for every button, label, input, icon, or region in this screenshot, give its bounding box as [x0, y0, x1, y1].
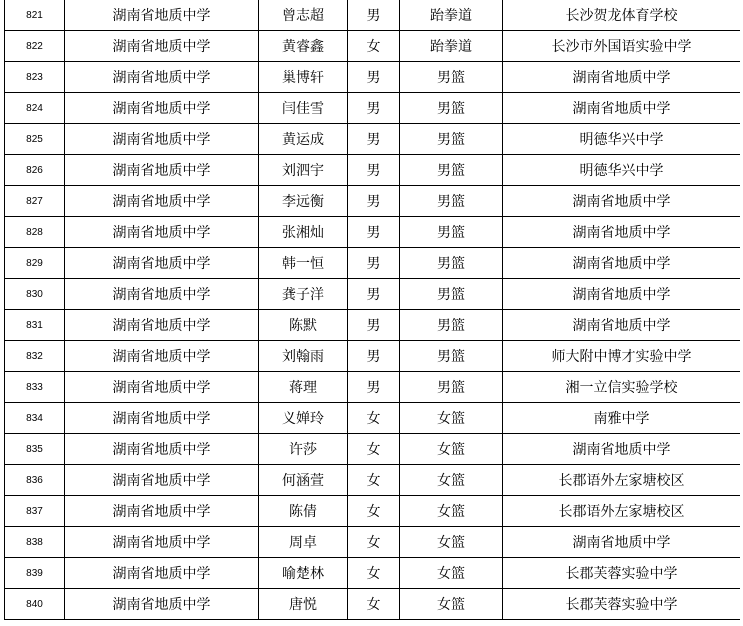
table-row: [5, 93, 741, 124]
cell-school[interactable]: 湖南省地质中学: [65, 558, 259, 589]
cell-school[interactable]: 湖南省地质中学: [65, 403, 259, 434]
cell-sport[interactable]: 女篮: [400, 465, 503, 496]
cell-sport[interactable]: 男篮: [400, 217, 503, 248]
cell-gender[interactable]: 男: [348, 62, 400, 93]
cell-sport[interactable]: 男篮: [400, 155, 503, 186]
cell-sport[interactable]: 男篮: [400, 62, 503, 93]
cell-number[interactable]: 840: [5, 589, 65, 620]
cell-student-name[interactable]: 周卓: [259, 527, 348, 558]
cell-school[interactable]: 湖南省地质中学: [65, 527, 259, 558]
cell-destination-school[interactable]: 长郡芙蓉实验中学: [503, 589, 741, 620]
cell-gender[interactable]: 女: [348, 31, 400, 62]
cell-destination-school[interactable]: 湖南省地质中学: [503, 527, 741, 558]
cell-sport[interactable]: 男篮: [400, 186, 503, 217]
cell-gender[interactable]: 男: [348, 248, 400, 279]
cell-destination-school[interactable]: 湖南省地质中学: [503, 248, 741, 279]
cell-number[interactable]: 835: [5, 434, 65, 465]
cell-school[interactable]: 湖南省地质中学: [65, 372, 259, 403]
table-row: [5, 465, 741, 496]
cell-sport[interactable]: 女篮: [400, 589, 503, 620]
cell-gender[interactable]: 女: [348, 465, 400, 496]
cell-student-name[interactable]: 闫佳雪: [259, 93, 348, 124]
cell-gender[interactable]: 女: [348, 527, 400, 558]
cell-number[interactable]: 834: [5, 403, 65, 434]
cell-gender[interactable]: 女: [348, 496, 400, 527]
table-row: [5, 155, 741, 186]
cell-school[interactable]: 湖南省地质中学: [65, 62, 259, 93]
cell-gender[interactable]: 男: [348, 186, 400, 217]
student-transfer-table: [4, 0, 741, 620]
cell-destination-school[interactable]: 长沙贺龙体育学校: [503, 0, 741, 31]
cell-sport[interactable]: 男篮: [400, 372, 503, 403]
cell-student-name[interactable]: 唐悦: [259, 589, 348, 620]
table-row: [5, 248, 741, 279]
cell-destination-school[interactable]: 湖南省地质中学: [503, 434, 741, 465]
table-row: [5, 341, 741, 372]
cell-student-name[interactable]: 曾志超: [259, 0, 348, 31]
cell-student-name[interactable]: 龚子洋: [259, 279, 348, 310]
cell-student-name[interactable]: 蒋理: [259, 372, 348, 403]
cell-number[interactable]: 829: [5, 248, 65, 279]
cell-sport[interactable]: 女篮: [400, 403, 503, 434]
cell-destination-school[interactable]: 湘一立信实验学校: [503, 372, 741, 403]
cell-number[interactable]: 833: [5, 372, 65, 403]
table-row: [5, 124, 741, 155]
table-row: [5, 403, 741, 434]
cell-sport[interactable]: 男篮: [400, 341, 503, 372]
cell-student-name[interactable]: 黄睿鑫: [259, 31, 348, 62]
cell-student-name[interactable]: 巢博轩: [259, 62, 348, 93]
cell-school[interactable]: 湖南省地质中学: [65, 434, 259, 465]
cell-number[interactable]: 830: [5, 279, 65, 310]
cell-destination-school[interactable]: 明德华兴中学: [503, 124, 741, 155]
table-row: [5, 186, 741, 217]
cell-sport[interactable]: 女篮: [400, 434, 503, 465]
cell-sport[interactable]: 男篮: [400, 279, 503, 310]
cell-destination-school[interactable]: 湖南省地质中学: [503, 93, 741, 124]
cell-school[interactable]: 湖南省地质中学: [65, 589, 259, 620]
left-margin: [0, 0, 4, 626]
cell-student-name[interactable]: 陈倩: [259, 496, 348, 527]
cell-school[interactable]: 湖南省地质中学: [65, 93, 259, 124]
cell-student-name[interactable]: 张湘灿: [259, 217, 348, 248]
cell-student-name[interactable]: 何涵萱: [259, 465, 348, 496]
table-row: [5, 372, 741, 403]
cell-destination-school[interactable]: 长郡芙蓉实验中学: [503, 558, 741, 589]
cell-sport[interactable]: 跆拳道: [400, 0, 503, 31]
cell-sport[interactable]: 男篮: [400, 93, 503, 124]
table-row: [5, 31, 741, 62]
table-row: [5, 217, 741, 248]
cell-number[interactable]: 838: [5, 527, 65, 558]
cell-destination-school[interactable]: 湖南省地质中学: [503, 186, 741, 217]
cell-number[interactable]: 824: [5, 93, 65, 124]
cell-number[interactable]: 822: [5, 31, 65, 62]
cell-student-name[interactable]: 义婵玲: [259, 403, 348, 434]
cell-student-name[interactable]: 黄运成: [259, 124, 348, 155]
cell-student-name[interactable]: 刘泗宇: [259, 155, 348, 186]
cell-gender[interactable]: 男: [348, 93, 400, 124]
cell-number[interactable]: 825: [5, 124, 65, 155]
cell-school[interactable]: 湖南省地质中学: [65, 31, 259, 62]
cell-school[interactable]: 湖南省地质中学: [65, 279, 259, 310]
cell-school[interactable]: 湖南省地质中学: [65, 124, 259, 155]
table-row: [5, 279, 741, 310]
cell-sport[interactable]: 男篮: [400, 124, 503, 155]
cell-student-name[interactable]: 韩一恒: [259, 248, 348, 279]
cell-school[interactable]: 湖南省地质中学: [65, 186, 259, 217]
cell-number[interactable]: 836: [5, 465, 65, 496]
cell-student-name[interactable]: 陈默: [259, 310, 348, 341]
cell-number[interactable]: 821: [5, 0, 65, 31]
cell-gender[interactable]: 男: [348, 124, 400, 155]
table-row: [5, 496, 741, 527]
cell-number[interactable]: 832: [5, 341, 65, 372]
cell-school[interactable]: 湖南省地质中学: [65, 248, 259, 279]
cell-sport[interactable]: 女篮: [400, 558, 503, 589]
cell-gender[interactable]: 男: [348, 341, 400, 372]
cell-sport[interactable]: 跆拳道: [400, 31, 503, 62]
cell-gender[interactable]: 男: [348, 0, 400, 31]
table-row: [5, 62, 741, 93]
table-row: [5, 310, 741, 341]
cell-student-name[interactable]: 刘翰雨: [259, 341, 348, 372]
cell-gender[interactable]: 男: [348, 372, 400, 403]
cell-sport[interactable]: 女篮: [400, 527, 503, 558]
cell-gender[interactable]: 女: [348, 589, 400, 620]
cell-school[interactable]: 湖南省地质中学: [65, 465, 259, 496]
cell-destination-school[interactable]: 师大附中博才实验中学: [503, 341, 741, 372]
cell-sport[interactable]: 女篮: [400, 496, 503, 527]
cell-destination-school[interactable]: 长郡语外左家塘校区: [503, 496, 741, 527]
cell-school[interactable]: 湖南省地质中学: [65, 155, 259, 186]
cell-student-name[interactable]: 许莎: [259, 434, 348, 465]
table-row: [5, 527, 741, 558]
cell-destination-school[interactable]: 湖南省地质中学: [503, 62, 741, 93]
cell-destination-school[interactable]: 长郡语外左家塘校区: [503, 465, 741, 496]
cell-school[interactable]: 湖南省地质中学: [65, 0, 259, 31]
cell-destination-school[interactable]: 湖南省地质中学: [503, 217, 741, 248]
table-row: [5, 434, 741, 465]
cell-gender[interactable]: 男: [348, 310, 400, 341]
cell-number[interactable]: 826: [5, 155, 65, 186]
table-row: [5, 0, 741, 31]
cell-school[interactable]: 湖南省地质中学: [65, 217, 259, 248]
cell-number[interactable]: 828: [5, 217, 65, 248]
cell-school[interactable]: 湖南省地质中学: [65, 341, 259, 372]
cell-destination-school[interactable]: 湖南省地质中学: [503, 279, 741, 310]
cell-number[interactable]: 831: [5, 310, 65, 341]
cell-number[interactable]: 839: [5, 558, 65, 589]
cell-school[interactable]: 湖南省地质中学: [65, 496, 259, 527]
cell-student-name[interactable]: 喻楚林: [259, 558, 348, 589]
cell-gender[interactable]: 男: [348, 155, 400, 186]
cell-destination-school[interactable]: 明德华兴中学: [503, 155, 741, 186]
cell-sport[interactable]: 男篮: [400, 248, 503, 279]
cell-destination-school[interactable]: 长沙市外国语实验中学: [503, 31, 741, 62]
cell-gender[interactable]: 女: [348, 434, 400, 465]
cell-destination-school[interactable]: 南雅中学: [503, 403, 741, 434]
table-body: [5, 0, 741, 620]
cell-student-name[interactable]: 李远衡: [259, 186, 348, 217]
table-row: [5, 589, 741, 620]
table-row: [5, 558, 741, 589]
cell-gender[interactable]: 男: [348, 279, 400, 310]
cell-sport[interactable]: 男篮: [400, 310, 503, 341]
cell-gender[interactable]: 男: [348, 217, 400, 248]
cell-number[interactable]: 823: [5, 62, 65, 93]
cell-destination-school[interactable]: 湖南省地质中学: [503, 310, 741, 341]
cell-school[interactable]: 湖南省地质中学: [65, 310, 259, 341]
cell-number[interactable]: 837: [5, 496, 65, 527]
cell-number[interactable]: 827: [5, 186, 65, 217]
cell-gender[interactable]: 女: [348, 403, 400, 434]
cell-gender[interactable]: 女: [348, 558, 400, 589]
